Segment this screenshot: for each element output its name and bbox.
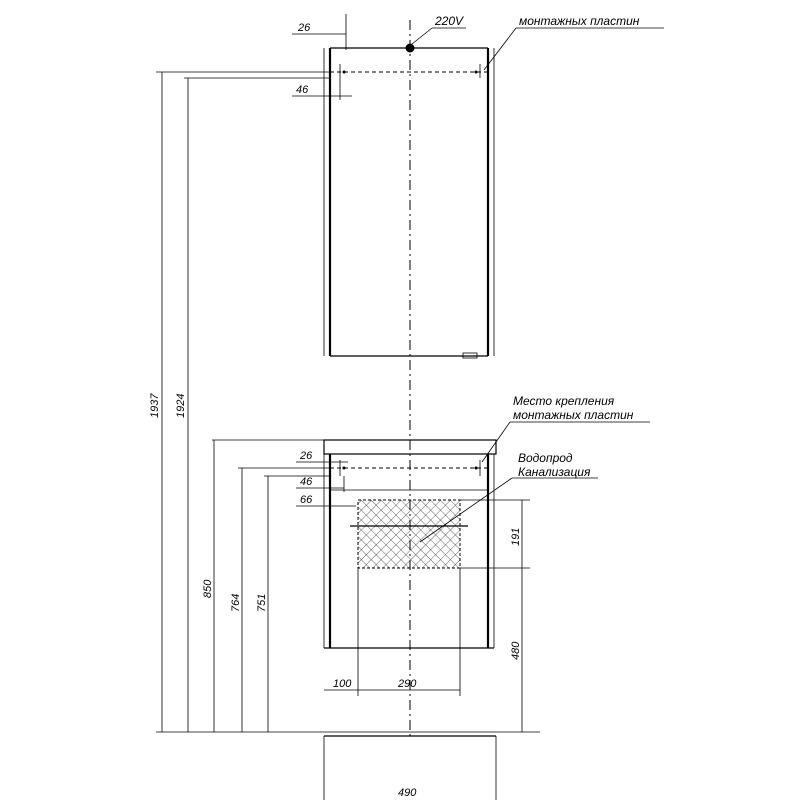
- vanity-unit: [324, 440, 496, 648]
- plates-leader: [484, 14, 664, 70]
- dim-label: 1937: [149, 393, 161, 418]
- plumbing-zone: [358, 500, 460, 568]
- dim-label: 480: [510, 641, 522, 660]
- dim-label: 66: [300, 494, 313, 506]
- mount-label-line2: монтажных пластин: [513, 408, 634, 422]
- dim-label: 46: [296, 84, 309, 96]
- dim-height-751: [256, 476, 330, 732]
- power-label: 220V: [435, 14, 464, 28]
- mount-label-line1: Место крепления: [513, 394, 615, 408]
- dim-label: 191: [510, 527, 522, 546]
- dim-label: 46: [300, 476, 313, 488]
- water-label: Водопрод: [518, 451, 573, 465]
- bottom-plan-view: [324, 736, 496, 800]
- dim-label: 26: [300, 450, 313, 462]
- dim-vanity-66: [296, 494, 356, 506]
- drain-label: Канализация: [518, 465, 591, 479]
- dim-label: 764: [230, 593, 242, 612]
- dim-label: 290: [398, 678, 417, 690]
- power-outlet-dot: [406, 44, 415, 53]
- dim-label: 100: [333, 678, 352, 690]
- dim-height-764: [230, 468, 330, 732]
- dim-vanity-191: [460, 500, 530, 568]
- mirror-cabinet: [324, 44, 494, 359]
- dim-vanity-100-290: [324, 568, 460, 696]
- dim-label: 751: [256, 593, 268, 612]
- bottom-width-label: 490: [398, 787, 417, 799]
- dim-label: 1924: [175, 393, 187, 418]
- dim-height-1924: [175, 78, 330, 732]
- dim-cabinet-46: [292, 78, 352, 100]
- dim-label: 26: [298, 22, 311, 34]
- dim-label: 850: [202, 579, 214, 598]
- dim-vanity-480: [510, 568, 522, 732]
- plates-label: монтажных пластин: [519, 14, 640, 28]
- power-leader: [412, 14, 466, 44]
- dim-cabinet-26: [292, 14, 346, 50]
